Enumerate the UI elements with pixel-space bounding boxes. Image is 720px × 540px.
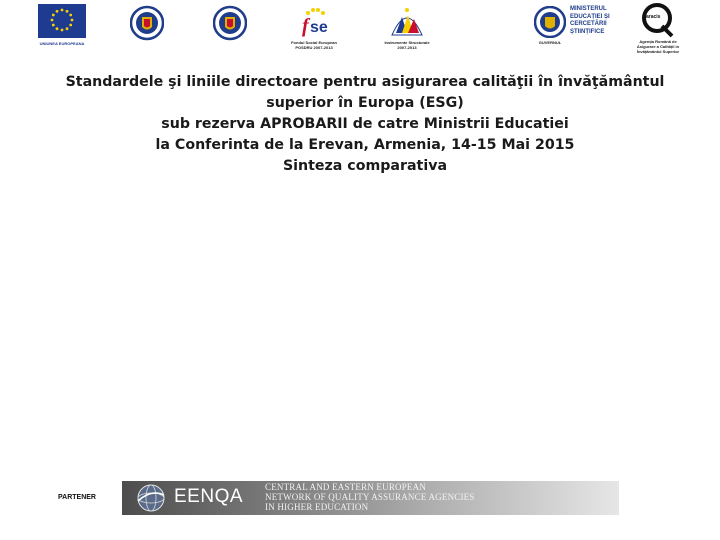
ceenqa-banner — [122, 481, 619, 515]
eu-caption: UNIUNEA EUROPEANA — [39, 41, 85, 46]
ministry-line1: MINISTERUL — [570, 6, 607, 12]
fse-caption-line2: POSDRU 2007-2013 — [295, 45, 333, 50]
ministry-line4: ȘTIINȚIFICE — [570, 28, 605, 35]
is-caption-line1: Instrumente Structurale — [384, 40, 430, 45]
svg-text:se: se — [310, 19, 328, 36]
government-coat-of-arms-logo-2 — [213, 5, 247, 41]
structural-instruments-logo — [388, 5, 426, 39]
ministry-coat-of-arms-logo — [534, 6, 566, 38]
aracis-small-text: aracis — [646, 14, 661, 20]
aracis-caption — [628, 39, 688, 54]
title-line-2: superior în Europa (ESG) — [266, 95, 464, 111]
partner-label: PARTENER — [58, 494, 96, 501]
government-caption: GUVERNUL — [538, 40, 562, 45]
fse-caption-line1: Fondul Social European — [291, 40, 337, 45]
is-caption-line2: 2007-2013 — [397, 45, 417, 50]
banner-line-1: CENTRAL AND EASTERN EUROPEAN — [265, 482, 427, 492]
title-line-1: Standardele şi liniile directoare pentru asigurarea calităţii în învăţământul — [65, 74, 665, 90]
title-line-5: Sinteza comparativa — [282, 158, 448, 174]
aracis-caption-line1: Agenția Română de — [639, 39, 677, 44]
government-coat-of-arms-logo — [130, 5, 164, 41]
title-line-4: la Conferinta de la Erevan, Armenia, 14-15 Mai 2015 — [155, 137, 575, 153]
ministry-line2: EDUCAȚIEI ȘI — [570, 13, 610, 20]
title-line-3: sub rezerva APROBARII de catre Ministrii Educatiei — [161, 116, 569, 132]
banner-line-2: NETWORK OF QUALITY ASSURANCE AGENCIES — [265, 492, 475, 502]
fse-logo — [296, 4, 332, 38]
ministry-name — [570, 6, 630, 36]
slide-title — [60, 72, 670, 177]
structural-instruments-caption — [376, 40, 438, 50]
aracis-logo — [640, 2, 676, 38]
ceenqa-globe-icon — [136, 483, 166, 513]
fse-caption — [284, 40, 344, 50]
aracis-caption-line3: Învățământul Superior — [636, 49, 680, 54]
svg-text:f: f — [302, 15, 309, 37]
eu-flag-logo — [38, 4, 86, 38]
ceenqa-logo-text: EENQA — [174, 486, 244, 507]
aracis-caption-line2: Asigurare a Calității în — [636, 44, 680, 49]
ministry-line3: CERCETĂRII — [570, 21, 607, 27]
banner-line-3: IN HIGHER EDUCATION — [265, 502, 369, 512]
